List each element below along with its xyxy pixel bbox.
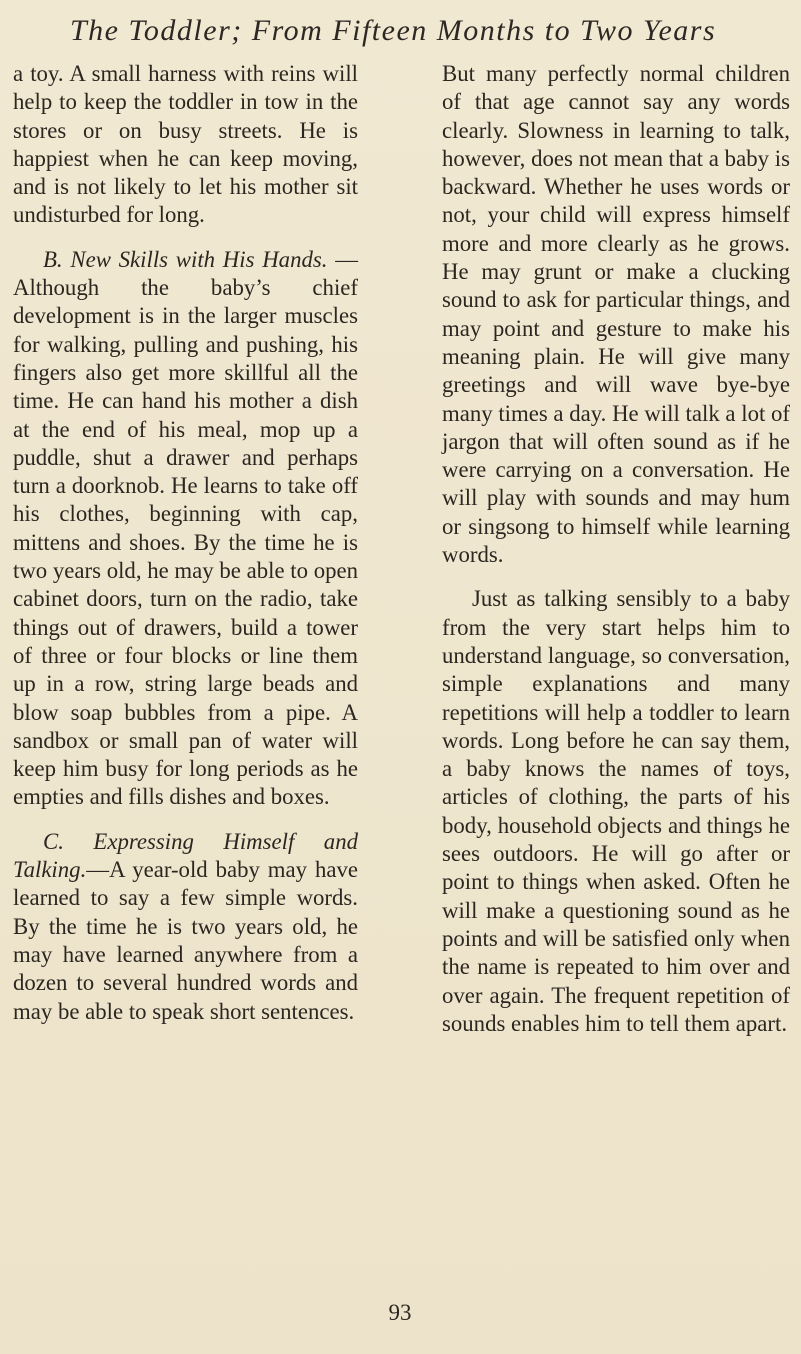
left-column — [13, 60, 358, 1026]
page-number: 93 — [388, 1300, 412, 1325]
paragraph-normal-children: But many perfectly normal children of that age cannot say any words clearly. Slowness in learning to talk, however, does not mean that a baby is backward. Whether he uses words or not, your child will express himself more and more clearly as he grows. He may grunt or make a clucking sound to ask for particular things, and may point and gesture to make his meaning plain. He will give many greetings and will wave bye-bye many times a day. He will talk a lot of jargon that will often sound as if he were carrying on a conversation. He will play with sounds and may hum or singsong to himself while learning words. — [442, 61, 790, 568]
paragraph-harness: a toy. A small harness with reins will help to keep the toddler in tow in the stores or on busy streets. He is happiest when he can keep moving, and is not likely to let his mother sit undisturbed for long. — [13, 61, 358, 228]
paragraph-talking-sensibly: Just as talking sensibly to a baby from the very start helps him to understand language, so conversation, simple explanations and many repetitions will help a toddler to learn words. Long before he can say them, a baby knows the names of toys, articles of clothing, the parts of his body, household objects and things he sees outdoors. He will go after or point to things when asked. Often he will make a questioning sound as he points and will be satisfied only when the name is repeated to him over and over again. The frequent repetition of sounds enables him to tell them apart. — [442, 586, 790, 1036]
paragraph-expressing — [13, 828, 358, 1026]
paragraph-expressing-body: —A year-old baby may have learned to say a few simple words. By the time he is two years old, he may have learned anywhere from a dozen to several hundred words and may be able to speak short sentences. — [13, 857, 358, 1024]
paragraph-new-skills-body: — Although the baby’s chief development is in the larger muscles for walking, pulling and pushing, his fingers also get more skillful all the time. He can hand his mother a dish at the end of his meal, mop up a puddle, shut a drawer and perhaps turn a doorknob. He learns to take off his clothes, beginning with cap, mittens and shoes. By the time he is two years old, he may be able to open cabinet doors, turn on the radio, take things out of drawers, build a tower of three or four blocks or line them up in a row, string large beads and blow soap bubbles from a pipe. A sandbox or small pan of water will keep him busy for long periods as he empties and fills dishes and boxes. — [13, 246, 359, 810]
paragraph-new-skills — [13, 246, 358, 812]
subheading-expressing: C. Expressing Himself and Talking. — [13, 828, 358, 883]
subheading-new-skills: B. New Skills with His Hands. — [43, 246, 328, 272]
running-header: The Toddler; From Fifteen Months to Two Years — [70, 14, 717, 47]
right-column — [442, 60, 790, 1038]
